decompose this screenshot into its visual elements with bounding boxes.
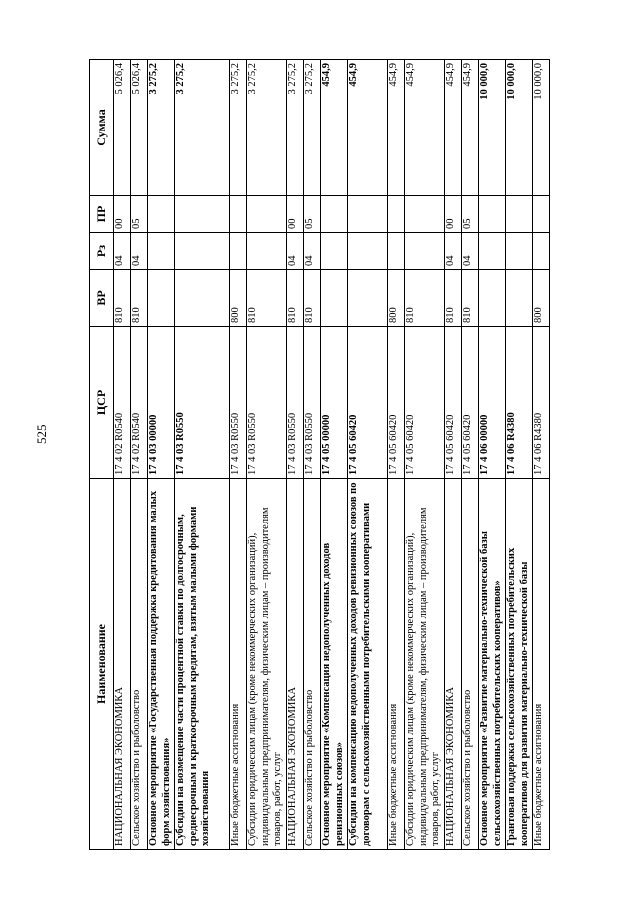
row-pr [348,196,388,233]
table-row [304,60,321,850]
row-pr [148,196,175,233]
header-sum: Сумма [90,60,114,196]
table-row [479,60,506,850]
row-pr [247,196,287,233]
row-sum: 3 275,2 [230,60,247,196]
table-row [462,60,479,850]
rotated-table-container [89,60,544,850]
row-sum: 454,9 [348,60,388,196]
row-vr: 810 [287,270,304,327]
row-name: Субсидии на компенсацию недополученных доходов ревизионных союзов по договорам с сельскохозяйственными потребительскими кооперативами [348,479,388,850]
row-vr [506,270,533,327]
row-vr: 810 [114,270,131,327]
row-csr: 17 4 02 R0540 [114,327,131,479]
row-rz [348,233,388,270]
row-rz [175,233,230,270]
row-pr: 00 [287,196,304,233]
table-row [388,60,405,850]
row-sum: 3 275,2 [175,60,230,196]
row-vr: 810 [304,270,321,327]
row-name: НАЦИОНАЛЬНАЯ ЭКОНОМИКА [445,479,462,850]
row-sum: 454,9 [445,60,462,196]
row-rz: 04 [114,233,131,270]
row-name: Субсидии юридическим лицам (кроме некоммерческих организаций), индивидуальным предпринимателям, физическим лицам – производителям товаров, работ, услуг [405,479,445,850]
row-vr: 800 [230,270,247,327]
row-sum: 454,9 [388,60,405,196]
row-name: Основное мероприятие «Государственная поддержка кредитования малых форм хозяйствования» [148,479,175,850]
row-vr: 810 [462,270,479,327]
row-rz: 04 [445,233,462,270]
table-row [287,60,304,850]
header-name: Наименование [90,479,114,850]
row-rz: 04 [462,233,479,270]
row-vr [348,270,388,327]
row-pr [321,196,348,233]
row-sum: 454,9 [462,60,479,196]
table-row [175,60,230,850]
row-name: НАЦИОНАЛЬНАЯ ЭКОНОМИКА [287,479,304,850]
row-pr: 00 [445,196,462,233]
row-csr: 17 4 02 R0540 [131,327,148,479]
row-vr [175,270,230,327]
row-rz [533,233,550,270]
row-name: Сельское хозяйство и рыболовство [462,479,479,850]
header-pr: ПР [90,196,114,233]
table-row [247,60,287,850]
header-csr: ЦСР [90,327,114,479]
row-csr: 17 4 06 R4380 [533,327,550,479]
row-vr: 800 [388,270,405,327]
row-sum: 454,9 [321,60,348,196]
row-rz: 04 [287,233,304,270]
row-sum: 3 275,2 [287,60,304,196]
header-vr: ВР [90,270,114,327]
row-name: Субсидии юридическим лицам (кроме некоммерческих организаций), индивидуальным предпринимателям, физическим лицам – производителям товаров, работ, услуг [247,479,287,850]
row-name: НАЦИОНАЛЬНАЯ ЭКОНОМИКА [114,479,131,850]
row-vr: 810 [131,270,148,327]
row-csr: 17 4 05 60420 [388,327,405,479]
row-pr: 05 [462,196,479,233]
row-sum: 5 026,4 [114,60,131,196]
table-row [114,60,131,850]
row-pr [405,196,445,233]
row-vr: 810 [405,270,445,327]
row-pr [506,196,533,233]
table-row [506,60,533,850]
budget-table [89,59,550,850]
row-rz [230,233,247,270]
table-row [230,60,247,850]
row-rz [388,233,405,270]
table-row [445,60,462,850]
row-rz [405,233,445,270]
row-sum: 3 275,2 [304,60,321,196]
row-csr: 17 4 05 60420 [348,327,388,479]
row-name: Грантовая поддержка сельскохозяйственных потребительских кооперативов для развития материально-технической базы [506,479,533,850]
row-csr: 17 4 05 60420 [445,327,462,479]
table-row [405,60,445,850]
table-row [148,60,175,850]
row-csr: 17 4 03 R0550 [175,327,230,479]
row-csr: 17 4 03 R0550 [304,327,321,479]
row-rz [321,233,348,270]
row-name: Иные бюджетные ассигнования [533,479,550,850]
row-sum: 10 000,0 [506,60,533,196]
row-vr: 810 [445,270,462,327]
header-rz: Рз [90,233,114,270]
table-row [348,60,388,850]
row-pr [533,196,550,233]
row-name: Иные бюджетные ассигнования [230,479,247,850]
row-pr: 05 [131,196,148,233]
row-pr [175,196,230,233]
row-name: Сельское хозяйство и рыболовство [304,479,321,850]
row-sum: 10 000,0 [533,60,550,196]
row-pr: 00 [114,196,131,233]
row-vr: 800 [533,270,550,327]
table-row [533,60,550,850]
row-csr: 17 4 03 R0550 [247,327,287,479]
row-rz [148,233,175,270]
row-name: Сельское хозяйство и рыболовство [131,479,148,850]
row-rz [506,233,533,270]
row-name: Основное мероприятие «Компенсация недополученных доходов ревизионных союзов» [321,479,348,850]
row-csr: 17 4 06 00000 [479,327,506,479]
row-csr: 17 4 05 60420 [462,327,479,479]
row-name: Субсидии на возмещение части процентной ставки по долгосрочным, среднесрочным и краткосрочным кредитам, взятым малыми формами хозяйствования [175,479,230,850]
row-name: Основное мероприятие «Развитие материально-технической базы сельскохозяйственных потребительских кооперативов» [479,479,506,850]
row-vr [148,270,175,327]
row-csr: 17 4 06 R4380 [506,327,533,479]
row-sum: 10 000,0 [479,60,506,196]
table-header-row [90,60,114,850]
row-rz: 04 [131,233,148,270]
row-rz: 04 [304,233,321,270]
row-vr: 810 [247,270,287,327]
row-vr [479,270,506,327]
row-csr: 17 4 03 R0550 [287,327,304,479]
row-csr: 17 4 05 00000 [321,327,348,479]
table-row [131,60,148,850]
row-pr: 05 [304,196,321,233]
row-rz [247,233,287,270]
row-sum: 3 275,2 [247,60,287,196]
row-pr [479,196,506,233]
row-vr [321,270,348,327]
row-pr [230,196,247,233]
row-csr: 17 4 03 R0550 [230,327,247,479]
page-number: 525 [34,424,49,444]
row-rz [479,233,506,270]
row-sum: 5 026,4 [131,60,148,196]
row-pr [388,196,405,233]
row-name: Иные бюджетные ассигнования [388,479,405,850]
row-csr: 17 4 05 60420 [405,327,445,479]
row-sum: 3 275,2 [148,60,175,196]
row-sum: 454,9 [405,60,445,196]
table-row [321,60,348,850]
row-csr: 17 4 03 00000 [148,327,175,479]
